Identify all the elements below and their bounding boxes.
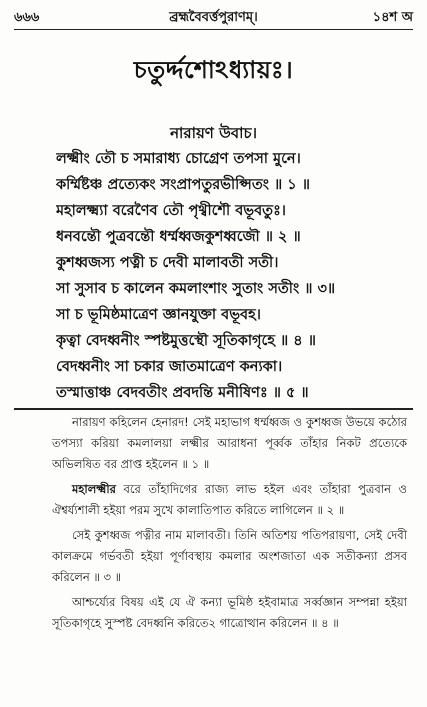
commentary-paragraph: সেই কুশধ্বজ পত্নীর নাম মালাবতী। তিনি অতিশয় পতিপরায়ণা, সেই দেবী কালক্রমে গর্ভবতী হইয়া পূর্ণাবস্থায় কমলার অংশজাতা এক সতীকন্যা প্রসব করিলেন ॥ ৩ ॥ xyxy=(52,528,407,584)
verse-block xyxy=(56,146,413,406)
commentary-paragraph: আশ্চর্য্যের বিষয় এই যে ঐ কন্যা ভূমিষ্ঠ হইবামাত্র সর্ব্বজ্ঞান সম্পন্না হইয়া সূতিকাগৃহে সুস্পষ্ট বেদধ্বনি করিতে২ গাত্রোত্থান করিলেন ॥ ৪ ॥ xyxy=(52,595,407,630)
page-number: ৬৬৬ xyxy=(14,10,40,25)
section-divider xyxy=(14,408,413,410)
verse-line: ধনবন্তৌ পুত্রবন্তৌ ধর্ম্মধ্বজকুশধ্বজৌ ॥ ২ ॥ xyxy=(56,229,301,245)
commentary-paragraph: মহালক্ষ্মীর বরে তাঁহাদিগের রাজ্য লাভ হইল এবং তাঁহারা পুত্রবান ও ঐশ্বর্য্যশালী হইয়া পরম সুখে কালাতিপাত করিতে লাগিলেন ॥ ২ ॥ xyxy=(52,482,407,517)
chapter-tag: ১৪শ অ xyxy=(372,10,413,25)
book-title: ব্রহ্মবৈবর্ত্তপুরাণম্। xyxy=(169,10,258,25)
commentary-block xyxy=(52,412,407,638)
verse-line: সা সুসাব চ কালেন কমলাংশাং সুতাং সতীং ॥ ৩॥ xyxy=(56,281,336,297)
chapter-heading: চতুর্দ্দশোঽধ্যায়ঃ। xyxy=(133,56,294,84)
speaker-line: নারায়ণ উবাচ। xyxy=(170,124,257,142)
verse-line: বেদধ্বনীং সা চকার জাতমাত্রেণ কন্যকা। xyxy=(56,359,283,375)
verse-line: মহালক্ষ্ম্যা বরেণৈব তৌ পৃথ্বীশৌ বভূবতুঃ। xyxy=(56,203,286,219)
commentary-paragraph: নারায়ণ কহিলেন হেনারদ! সেই মহাভাগ ধর্ম্মধ্বজ ও কুশধ্বজ উভয়ে কঠোর তপস্যা করিয়া কমলালয়া লক্ষ্মীর আরাধনা পূর্ব্বক তাঁহার নিকট প্রত্যেকে অভিলষিত বর প্রাপ্ত হইলেন ॥ ১ ॥ xyxy=(52,415,407,471)
verse-line: সা চ ভূমিষ্ঠমাত্রেণ জ্ঞানযুক্তা বভূবহ। xyxy=(56,307,261,323)
verse-line: তস্মাত্তাঞ্চ বেদবতীং প্রবদন্তি মনীষিণঃ ॥ ৫ ॥ xyxy=(56,385,309,401)
verse-line: লক্ষ্মীং তৌ চ সমারাধ্য চোগ্রেণ তপসা মুনে। xyxy=(56,151,301,167)
running-header xyxy=(14,8,413,30)
verse-line: কর্ম্মিষ্টঞ্চ প্রত্যেকং সংপ্রাপতুরভীপ্সিতং ॥ ১ ॥ xyxy=(56,177,310,193)
verse-line: কৃত্বা বেদধ্বনীং স্পষ্টমুত্তস্থৌ সূতিকাগৃহে ॥ ৪ ॥ xyxy=(56,333,316,349)
verse-line: কুশধ্বজস্য পত্নী চ দেবী মালাবতী সতী। xyxy=(56,255,279,271)
header-rule xyxy=(14,29,413,30)
